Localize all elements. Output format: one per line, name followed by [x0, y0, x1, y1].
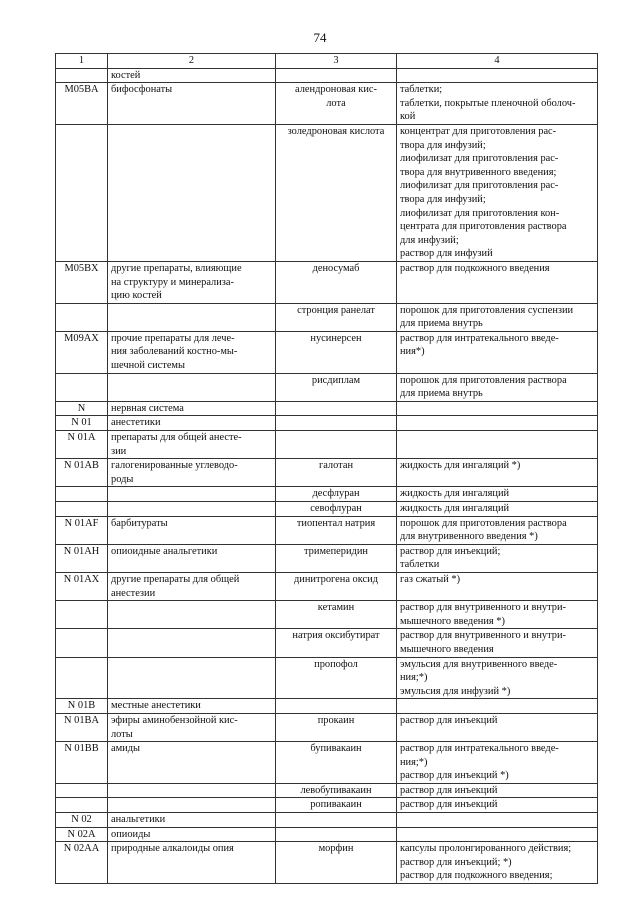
dosage-forms-cell: жидкость для ингаляций	[397, 502, 598, 517]
dosage-forms-cell: порошок для приготовления раствора для приема внутрь	[397, 373, 598, 401]
dosage-forms-cell	[397, 827, 598, 842]
table-row	[56, 629, 598, 657]
dosage-forms-cell	[397, 699, 598, 714]
table-row	[56, 303, 598, 331]
table-row	[56, 261, 598, 303]
group-description-cell: опиоиды	[108, 827, 276, 842]
atc-code-cell: N 01BB	[56, 742, 108, 784]
dosage-forms-cell: раствор для внутривенного и внутри- мышечного введения *)	[397, 601, 598, 629]
table-row	[56, 516, 598, 544]
atc-code-cell	[56, 487, 108, 502]
group-description-cell	[108, 373, 276, 401]
header-cell-drug-name: 3	[276, 54, 397, 69]
header-cell-code: 1	[56, 54, 108, 69]
dosage-forms-cell: таблетки; таблетки, покрытые пленочной оболоч- кой	[397, 83, 598, 125]
drug-name-cell	[276, 401, 397, 416]
group-description-cell: галогенированные углеводо- роды	[108, 459, 276, 487]
drug-name-cell: галотан	[276, 459, 397, 487]
header-row	[56, 54, 598, 69]
drug-name-cell: севофлуран	[276, 502, 397, 517]
atc-code-cell	[56, 783, 108, 798]
atc-code-cell: N 02AA	[56, 842, 108, 884]
atc-code-cell: M05BA	[56, 83, 108, 125]
header-cell-dosage-forms: 4	[397, 54, 598, 69]
group-description-cell	[108, 502, 276, 517]
atc-code-cell	[56, 798, 108, 813]
table-row	[56, 487, 598, 502]
atc-code-cell: N 01	[56, 416, 108, 431]
drug-name-cell: стронция ранелат	[276, 303, 397, 331]
table-row	[56, 431, 598, 459]
dosage-forms-cell: капсулы пролонгированного действия; раствор для инъекций; *) раствор для подкожного введения;	[397, 842, 598, 884]
table-row	[56, 459, 598, 487]
dosage-forms-cell	[397, 813, 598, 828]
drug-name-cell	[276, 813, 397, 828]
drug-name-cell: ропивакаин	[276, 798, 397, 813]
table-row	[56, 124, 598, 261]
group-description-cell	[108, 303, 276, 331]
atc-code-cell	[56, 303, 108, 331]
dosage-forms-cell: эмульсия для внутривенного введе- ния;*) эмульсия для инфузий *)	[397, 657, 598, 699]
group-description-cell	[108, 657, 276, 699]
dosage-forms-cell: раствор для инъекций	[397, 713, 598, 741]
drug-name-cell: прокаин	[276, 713, 397, 741]
dosage-forms-cell	[397, 401, 598, 416]
table-row	[56, 544, 598, 572]
drug-name-cell: алендроновая кис- лота	[276, 83, 397, 125]
drug-name-cell: золедроновая кислота	[276, 124, 397, 261]
dosage-forms-cell: раствор для внутривенного и внутри- мышечного введения	[397, 629, 598, 657]
drug-name-cell: десфлуран	[276, 487, 397, 502]
group-description-cell	[108, 798, 276, 813]
atc-code-cell	[56, 502, 108, 517]
group-description-cell: барбитураты	[108, 516, 276, 544]
table-row	[56, 68, 598, 83]
table-row	[56, 742, 598, 784]
table-row	[56, 657, 598, 699]
group-description-cell	[108, 601, 276, 629]
atc-code-cell	[56, 601, 108, 629]
table-row	[56, 798, 598, 813]
dosage-forms-cell	[397, 68, 598, 83]
atc-code-cell: N	[56, 401, 108, 416]
group-description-cell: местные анестетики	[108, 699, 276, 714]
dosage-forms-cell: порошок для приготовления раствора для внутривенного введения *)	[397, 516, 598, 544]
atc-code-cell	[56, 124, 108, 261]
table-row	[56, 83, 598, 125]
table-row	[56, 401, 598, 416]
group-description-cell: другие препараты для общей анестезии	[108, 572, 276, 600]
atc-code-cell: N 01A	[56, 431, 108, 459]
drug-name-cell: рисдиплам	[276, 373, 397, 401]
atc-code-cell: M09AX	[56, 331, 108, 373]
table-row	[56, 842, 598, 884]
drug-name-cell	[276, 68, 397, 83]
table-row	[56, 699, 598, 714]
atc-code-cell	[56, 68, 108, 83]
atc-code-cell	[56, 629, 108, 657]
atc-code-cell: N 02	[56, 813, 108, 828]
atc-code-cell: N 01AX	[56, 572, 108, 600]
group-description-cell: бифосфонаты	[108, 83, 276, 125]
group-description-cell: препараты для общей анесте- зии	[108, 431, 276, 459]
dosage-forms-cell: раствор для инъекций	[397, 783, 598, 798]
atc-code-cell	[56, 373, 108, 401]
group-description-cell	[108, 629, 276, 657]
atc-code-cell: N 01AB	[56, 459, 108, 487]
table-row	[56, 601, 598, 629]
dosage-forms-cell: раствор для инъекций	[397, 798, 598, 813]
drug-name-cell: нусинерсен	[276, 331, 397, 373]
group-description-cell: амиды	[108, 742, 276, 784]
group-description-cell: эфиры аминобензойной кис- лоты	[108, 713, 276, 741]
group-description-cell: опиоидные анальгетики	[108, 544, 276, 572]
group-description-cell: костей	[108, 68, 276, 83]
drug-name-cell: тиопентал натрия	[276, 516, 397, 544]
group-description-cell: анальгетики	[108, 813, 276, 828]
group-description-cell	[108, 487, 276, 502]
group-description-cell: нервная система	[108, 401, 276, 416]
page-number: 74	[313, 30, 327, 45]
atc-code-cell: N 02A	[56, 827, 108, 842]
drug-name-cell: тримеперидин	[276, 544, 397, 572]
drug-name-cell: натрия оксибутират	[276, 629, 397, 657]
table-body	[56, 68, 598, 883]
dosage-forms-cell: раствор для интратекального введе- ния*)	[397, 331, 598, 373]
table-row	[56, 783, 598, 798]
table-row	[56, 813, 598, 828]
drug-classification-table	[55, 53, 598, 884]
drug-name-cell: морфин	[276, 842, 397, 884]
dosage-forms-cell: раствор для инъекций; таблетки	[397, 544, 598, 572]
atc-code-cell: N 01AH	[56, 544, 108, 572]
group-description-cell: прочие препараты для лече- ния заболеваний костно-мы- шечной системы	[108, 331, 276, 373]
dosage-forms-cell: порошок для приготовления суспензии для приема внутрь	[397, 303, 598, 331]
drug-name-cell	[276, 699, 397, 714]
drug-name-cell	[276, 416, 397, 431]
atc-code-cell: M05BX	[56, 261, 108, 303]
atc-code-cell	[56, 657, 108, 699]
table-row	[56, 502, 598, 517]
drug-name-cell: кетамин	[276, 601, 397, 629]
group-description-cell: природные алкалоиды опия	[108, 842, 276, 884]
group-description-cell	[108, 783, 276, 798]
table-row	[56, 713, 598, 741]
group-description-cell: анестетики	[108, 416, 276, 431]
header-cell-description: 2	[108, 54, 276, 69]
drug-name-cell: левобупивакаин	[276, 783, 397, 798]
table-row	[56, 416, 598, 431]
group-description-cell: другие препараты, влияющие на структуру и минерализа- цию костей	[108, 261, 276, 303]
drug-name-cell: пропофол	[276, 657, 397, 699]
dosage-forms-cell: концентрат для приготовления рас- твора для инфузий; лиофилизат для приготовления рас- твора для внутривенного введения; лиофилизат для приготовления рас- твора для инфузий; лиофилизат для приготовления кон- центрата для приготовления раствора для инфузий; раствор для инфузий	[397, 124, 598, 261]
dosage-forms-cell	[397, 416, 598, 431]
table-row	[56, 827, 598, 842]
dosage-forms-cell: жидкость для ингаляций *)	[397, 459, 598, 487]
group-description-cell	[108, 124, 276, 261]
dosage-forms-cell: газ сжатый *)	[397, 572, 598, 600]
atc-code-cell: N 01AF	[56, 516, 108, 544]
drug-name-cell	[276, 827, 397, 842]
table-row	[56, 572, 598, 600]
dosage-forms-cell: раствор для подкожного введения	[397, 261, 598, 303]
drug-name-cell: динитрогена оксид	[276, 572, 397, 600]
drug-name-cell	[276, 431, 397, 459]
dosage-forms-cell: раствор для интратекального введе- ния;*) раствор для инъекций *)	[397, 742, 598, 784]
dosage-forms-cell	[397, 431, 598, 459]
atc-code-cell: N 01B	[56, 699, 108, 714]
table-row	[56, 331, 598, 373]
drug-name-cell: бупивакаин	[276, 742, 397, 784]
dosage-forms-cell: жидкость для ингаляций	[397, 487, 598, 502]
atc-code-cell: N 01BA	[56, 713, 108, 741]
table-row	[56, 373, 598, 401]
drug-name-cell: деносумаб	[276, 261, 397, 303]
